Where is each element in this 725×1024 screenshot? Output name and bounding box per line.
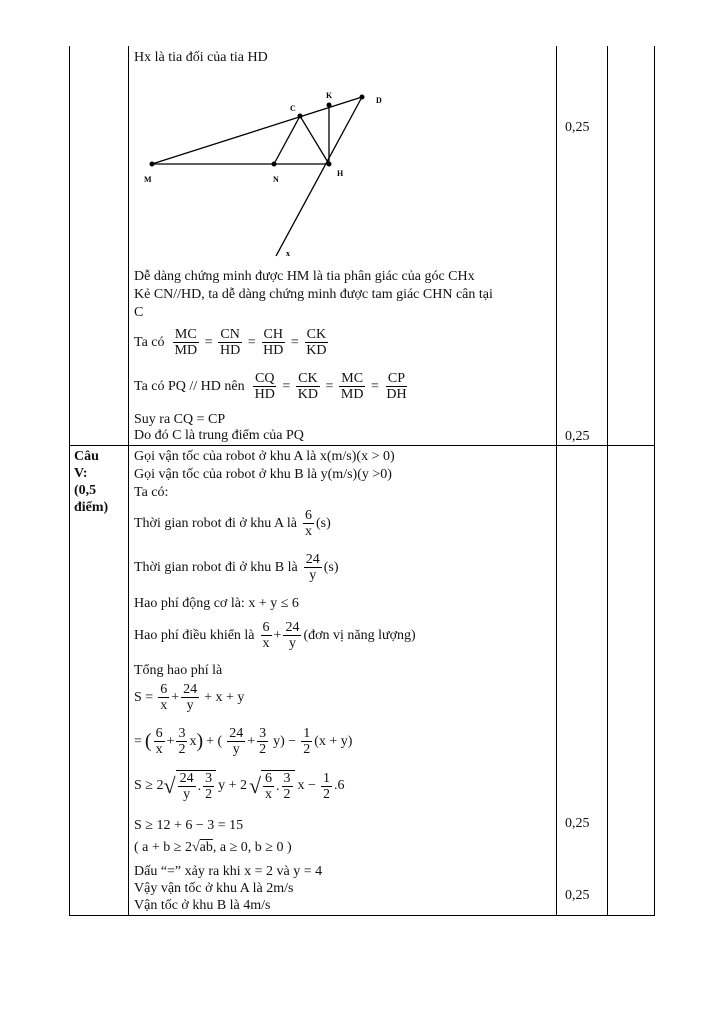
hx-line: Hx là tia đối của tia HD [134,50,268,65]
total-cost-line: Tổng hao phí là [134,663,223,678]
amgm-line: ( a + b ≥ 2 √ ab , a ≥ 0, b ≥ 0 ) [134,840,292,855]
regroup-equation: = ( $\frac{6}{x}$ + $\frac{3}{2}$ x ) + ( $\frac{24}{y}$ + $\frac{3}{2}$ y) − $\frac{1}{2}$ (x + y) [134,726,353,757]
question-label-1: Câu [74,449,99,464]
speed-b-line: Vận tốc ở khu B là 4m/s [134,898,271,913]
point-d [360,95,365,100]
score-iv-1: 0,25 [565,120,590,135]
velocity-a-line: Gọi vận tốc của robot ở khu A là x(m/s)(x > 0) [134,449,395,464]
result-line: S ≥ 12 + 6 − 3 = 15 [134,818,244,833]
table-divider-content [556,46,557,916]
point-m [150,162,155,167]
time-a-prefix: Thời gian robot đi ở khu A là [134,515,297,531]
score-iv-2: 0,25 [565,429,590,444]
table-border-left [69,46,70,916]
fraction: $\frac{24}{y}$ [285,620,300,651]
fraction: $\frac{24}{y}$ [305,552,320,583]
inequality-line: S ≥ 2 √ $\frac{24}{y}$ . $\frac{3}{2}$ y + 2 √ $\frac{6}{x}$ . $\frac{3}{2}$ x − $\frac{1}{2}$ .6 [134,770,345,802]
velocity-b-line: Gọi vận tốc của robot ở khu B là y(m/s)(y >0) [134,467,392,482]
fraction: $\frac{6}{x}$ [265,771,273,802]
fraction: $\frac{CN}{HD}$ [219,327,241,358]
ratio-line-1: Ta có $\frac{MC}{MD}$ = $\frac{CN}{HD}$ = $\frac{CH}{HD}$ = $\frac{CK}{KD}$ [134,327,327,358]
time-a-line: Thời gian robot đi ở khu A là $\frac{6}{x}$ (s) [134,508,331,539]
time-b-prefix: Thời gian robot đi ở khu B là [134,559,298,575]
fraction: $\frac{24}{y}$ [183,682,198,713]
fraction: $\frac{6}{x}$ [160,682,168,713]
suy-ra-line: Suy ra CQ = CP [134,412,226,427]
table-divider-score [607,46,608,916]
fraction: $\frac{CK}{KD}$ [306,327,327,358]
fraction: $\frac{6}{x}$ [304,508,312,539]
label-c: C [290,104,296,113]
question-label-3: (0,5 [74,483,97,498]
fraction: $\frac{1}{2}$ [303,726,311,757]
cn-line-2: C [134,305,144,320]
ratio-line-2: Ta có PQ // HD nên $\frac{CQ}{HD}$ = $\frac{CK}{KD}$ = $\frac{MC}{MD}$ = $\frac{CP}{DH}$ [134,371,407,402]
do-do-line: Do đó C là trung điểm của PQ [134,428,304,443]
score-v-2: 0,25 [565,888,590,903]
table-divider-label [128,46,129,916]
cn-line-1: Kẻ CN//HD, ta dễ dàng chứng minh được tam giác CHN cân tại [134,287,493,302]
control-cost-line: Hao phí điều khiển là $\frac{6}{x}$ + $\frac{24}{y}$ (đơn vị năng lượng) [134,620,416,651]
table-border-bottom [69,915,655,916]
label-d: D [376,96,382,105]
fraction: $\frac{CK}{KD}$ [297,371,318,402]
fraction: $\frac{6}{x}$ [155,726,163,757]
fraction: $\frac{24}{y}$ [229,726,244,757]
s-equation: S = $\frac{6}{x}$ + $\frac{24}{y}$ + x + y [134,682,245,713]
fraction: $\frac{MC}{MD}$ [340,371,364,402]
label-k: K [326,91,333,100]
fraction: $\frac{6}{x}$ [262,620,270,651]
question-label-4: điểm) [74,500,109,515]
engine-cost-line: Hao phí động cơ là: x + y ≤ 6 [134,596,299,611]
fraction: $\frac{1}{2}$ [322,770,330,802]
ratio1-prefix: Ta có [134,334,165,350]
label-x: x [286,249,290,258]
fraction: $\frac{3}{2}$ [205,771,213,802]
label-n: N [273,175,279,184]
fraction: $\frac{CP}{DH}$ [386,371,407,402]
fraction: $\frac{3}{2}$ [259,726,267,757]
fraction: $\frac{24}{y}$ [179,771,194,802]
speed-a-line: Vậy vận tốc ở khu A là 2m/s [134,881,294,896]
segment-ch [300,116,329,164]
time-b-line: Thời gian robot đi ở khu B là $\frac{24}{y}$ (s) [134,552,339,583]
fraction: $\frac{3}{2}$ [178,726,186,757]
score-v-1: 0,25 [565,816,590,831]
table-border-right [654,46,655,916]
taco-line: Ta có: [134,485,169,500]
label-h: H [337,169,344,178]
equality-line: Dấu “=” xảy ra khi x = 2 và y = 4 [134,864,323,879]
bisector-line: Dễ dàng chứng minh được HM là tia phân giác của góc CHx [134,269,475,284]
point-n [272,162,277,167]
fraction: $\frac{3}{2}$ [283,771,291,802]
point-k [327,103,332,108]
geometry-figure [140,88,400,263]
point-c [298,114,303,119]
fraction: $\frac{CH}{HD}$ [263,327,284,358]
label-m: M [144,175,152,184]
fraction: $\frac{CQ}{HD}$ [254,371,275,402]
point-h [327,162,332,167]
fraction: $\frac{MC}{MD}$ [174,327,198,358]
ratio2-prefix: Ta có PQ // HD nên [134,378,245,394]
table-row-divider [69,445,655,446]
question-label-2: V: [74,466,88,481]
